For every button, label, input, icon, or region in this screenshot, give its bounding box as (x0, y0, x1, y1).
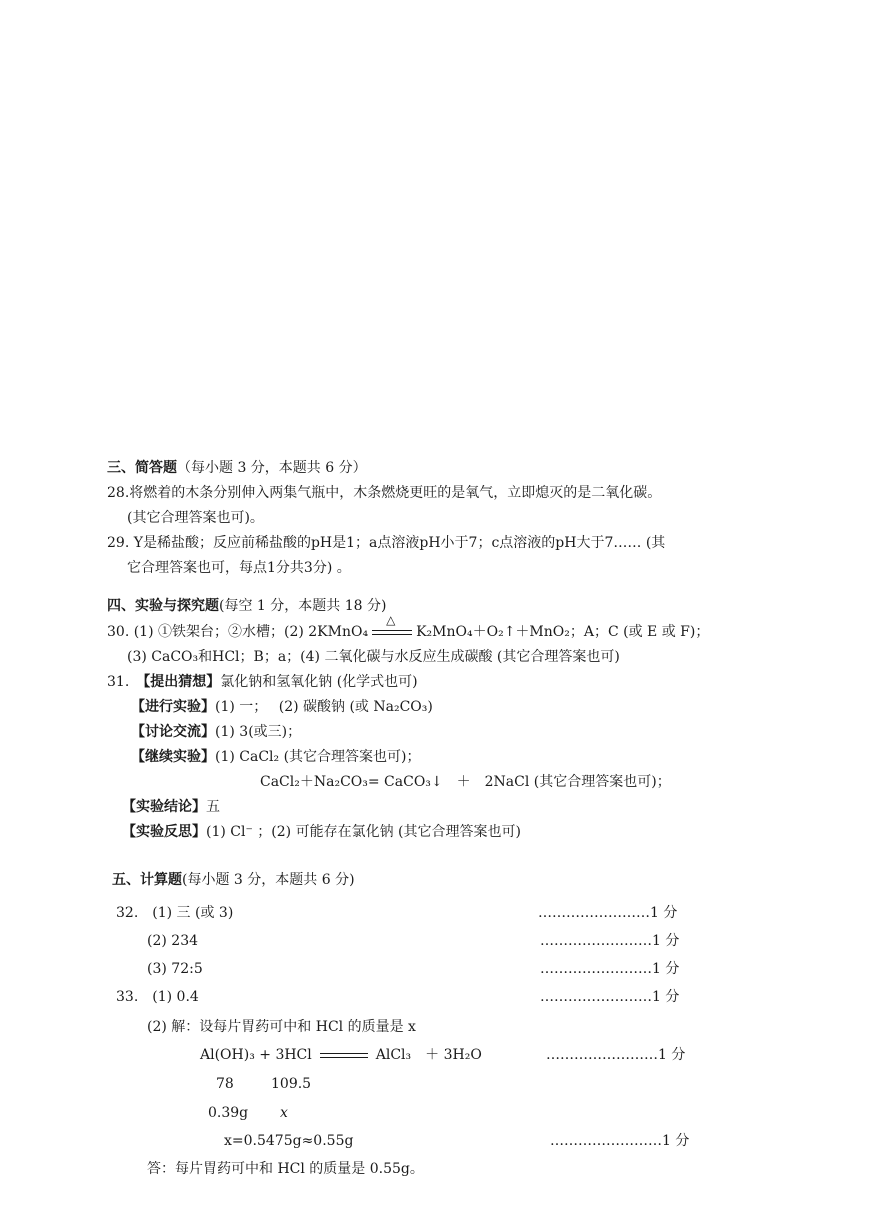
q31-line4 (131, 748, 421, 766)
section-3-title: 三、简答题 (107, 460, 177, 476)
eq-right: AlCl₃ ＋ 3H₂O (375, 1047, 482, 1063)
text-experiment: (1) 一； (2) 碳酸钠 (或 Na₂CO₃) (215, 699, 433, 715)
q33-2: (2) 解：设每片胃药可中和 HCl 的质量是 x (147, 1019, 416, 1035)
heading-conclusion: 【实验结论】 (122, 799, 206, 815)
score-equation: ……………………1 分 (546, 1047, 686, 1063)
mass-78: 78 (216, 1076, 234, 1092)
q31-label: 31. (107, 674, 130, 690)
section-4-heading (107, 597, 386, 615)
score-calc: ……………………1 分 (550, 1133, 690, 1149)
q30-line1 (107, 613, 710, 641)
q28-line2: (其它合理答案也可)。 (127, 510, 264, 526)
q31-line6 (122, 798, 220, 816)
delta-symbol: △ (386, 613, 396, 627)
mass-109-5: 109.5 (271, 1076, 312, 1092)
heading-reflection: 【实验反思】 (122, 824, 206, 840)
section-3-note: （每小题 3 分，本题共 6 分） (177, 460, 367, 476)
eq-left: Al(OH)₃ + 3HCl (200, 1047, 312, 1063)
q31-line1 (107, 673, 418, 691)
text-conclusion: 五 (206, 799, 220, 815)
q31-equation: CaCl₂＋Na₂CO₃= CaCO₃↓ ＋ 2NaCl (其它合理答案也可)； (260, 774, 671, 790)
text-continue: (1) CaCl₂ (其它合理答案也可)； (215, 749, 421, 765)
final-answer: 答：每片胃药可中和 HCl 的质量是 0.55g。 (147, 1161, 424, 1177)
reaction-equation (200, 1046, 482, 1064)
q32-1: 32. (1) 三 (或 3) (116, 905, 234, 921)
q29-line2: 它合理答案也可，每点1分共3分) 。 (127, 560, 351, 576)
section-5-note: (每小题 3 分，本题共 6 分) (182, 872, 355, 888)
q29-line1: 29. Y是稀盐酸；反应前稀盐酸的pH是1；a点溶液pH小于7；c点溶液的pH大于7…… (其 (107, 535, 666, 551)
text-reflection: (1) Cl⁻ ；(2) 可能存在氯化钠 (其它合理答案也可) (206, 824, 521, 840)
heading-continue: 【继续实验】 (131, 749, 215, 765)
q32-2: (2) 234 (147, 933, 199, 949)
mass-0-39g: 0.39g (208, 1105, 249, 1121)
text-hypothesis: 氯化钠和氢氧化钠 (化学式也可) (220, 674, 418, 690)
q30-line2: (3) CaCO₃和HCl；B；a；(4) 二氧化碳与水反应生成碳酸 (其它合理答案也可) (127, 649, 620, 665)
text-discussion: (1) 3(或三)； (215, 724, 302, 740)
score-q32-3: ……………………1 分 (540, 961, 680, 977)
section-4-note: (每空 1 分，本题共 18 分) (219, 598, 387, 614)
q30-pre: 30. (1) ①铁架台；②水槽；(2) 2KMnO₄ (107, 624, 369, 640)
section-5-heading (112, 871, 355, 889)
q31-line3 (131, 723, 301, 741)
calc-result: x=0.5475g≈0.55g (224, 1133, 354, 1149)
heading-hypothesis: 【提出猜想】 (143, 674, 221, 690)
heading-experiment: 【进行实验】 (131, 699, 215, 715)
heading-discussion: 【讨论交流】 (131, 724, 215, 740)
q31-line2 (131, 698, 433, 716)
q32-3: (3) 72:5 (147, 961, 203, 977)
equals-sign (320, 1048, 368, 1062)
mass-x: x (280, 1105, 288, 1121)
score-q32-1: ……………………1 分 (538, 905, 678, 921)
section-4-title: 四、实验与探究题 (107, 598, 219, 614)
section-5-title: 五、计算题 (112, 872, 182, 888)
q28-line1: 28.将燃着的木条分别伸入两集气瓶中，木条燃烧更旺的是氧气，立即熄灭的是二氧化碳。 (107, 485, 662, 501)
heat-equals-sign (372, 613, 412, 639)
q33-1: 33. (1) 0.4 (116, 989, 199, 1005)
q30-post: K₂MnO₄＋O₂↑＋MnO₂；A；C (或 E 或 F)； (416, 624, 710, 640)
section-3-heading (107, 459, 367, 477)
score-q32-2: ……………………1 分 (540, 933, 680, 949)
score-q33-1: ……………………1 分 (540, 989, 680, 1005)
q31-line7 (122, 823, 521, 841)
